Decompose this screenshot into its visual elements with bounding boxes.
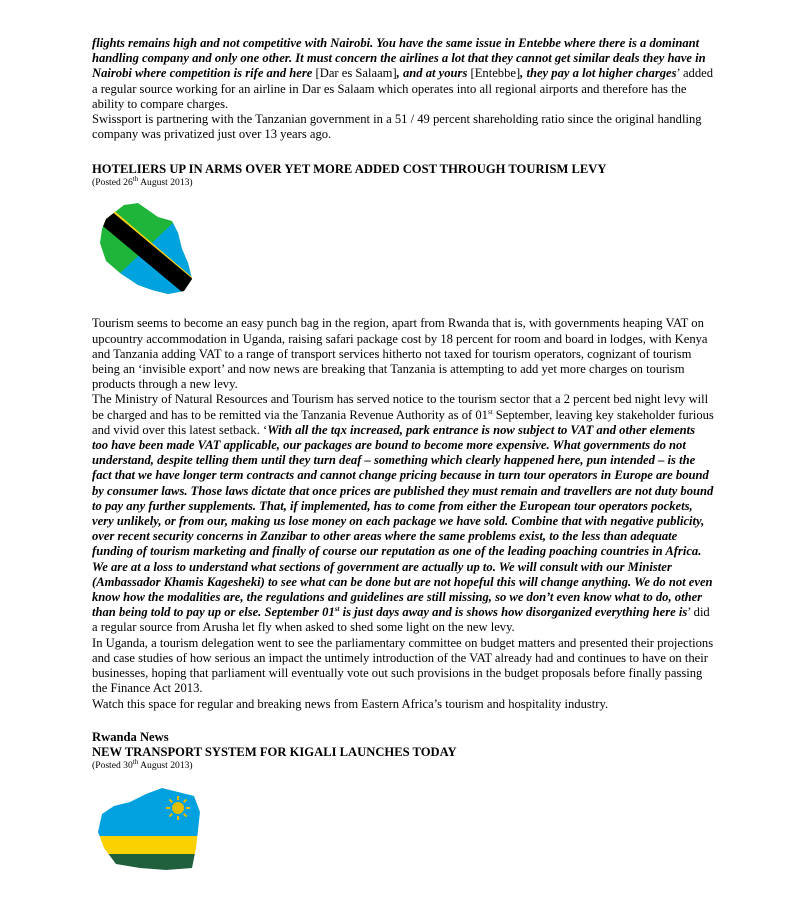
article-headline: HOTELIERS UP IN ARMS OVER YET MORE ADDED COST THROUGH TOURISM LEVY: [92, 162, 607, 177]
paragraph-uganda-delegation: In Uganda, a tourism delegation went to see the parliamentary committee on budget matters and presented their projections and case studies of how serious an impact the untimely introduction of the VAT already had and continues to have on their businesses, hoping that parliament will eventually vote out such provisions in the budget proposals before finally passing the Finance Act 2013.: [92, 635, 714, 696]
paragraph-airline-charges: flights remains high and not competitive with Nairobi. You have the same issue in Entebbe where there is a dominant handling company and only one other. It must concern the airlines a lot that they cannot get similar deals they have in Nairobi where competition is rife and here [Dar es Salaam], and at yours [Entebbe], they pay a lot higher charges’ added a regular source working for an airline in Dar es Salaam which operates into all regional airports and therefore has the ability to compare charges.: [92, 36, 714, 111]
document-page: [92, 36, 714, 872]
paragraph-swissport: Swissport is partnering with the Tanzanian government in a 51 / 49 percent shareholding ratio since the original handling company was privatized just over 13 years ago.: [92, 112, 702, 142]
posted-date: (Posted 26th August 2013): [92, 175, 193, 189]
paragraph-watch-this-space: Watch this space for regular and breaking news from Eastern Africa’s tourism and hospitality industry.: [92, 696, 609, 711]
section-label: Rwanda News: [92, 729, 169, 744]
paragraph-ministry-levy: The Ministry of Natural Resources and Tourism has served notice to the tourism sector that a 2 percent bed night levy will be charged and has to be remitted via the Tanzania Revenue Authority as of 01st September, leaving key stakeholder furious and vivid over this latest setback. ‘With all the tqx increased, park entrance is now subject to VAT and other elements too have been made VAT applicable, our packages are bound to become more expensive. What governments do not understand, despite telling them until they turn deaf – something which clearly happened here, pun intended – is the fact that we have longer term contracts and cannot change pricing because in turn tour operators in Europe are bound by consumer laws. Those laws dictate that once prices are published they must remain and travellers are not duty bound to pay any further supplements. That, if implemented, has to come from either the European tour operators pockets, very unlikely, or from our, making us lose money on each package we have sold. Combine that with negative publicity, over recent security concerns in Zanzibar to other areas where the same problems exist, to the less than adequate funding of tourism marketing and finally of course our reputation as one of the leading poaching countries in Africa. We are at a loss to understand what sections of government are actually up to. We will consult with our Minister (Ambassador Khamis Kagesheki) to see what can be done but are not hopeful this will change anything. We do not even know how the modalities are, the regulations and guidelines are still missing, so we don’t even know what to do, other than being told to pay up or else. September 01st is just days away and is shows how disorganized everything here is’ did a regular source from Arusha let fly when asked to shed some light on the new levy.: [92, 392, 714, 635]
sun-icon: [166, 796, 190, 820]
article-headline-kigali: NEW TRANSPORT SYSTEM FOR KIGALI LAUNCHES TODAY: [92, 744, 457, 759]
posted-date-kigali: (Posted 30th August 2013): [92, 757, 193, 771]
rwanda-flag-map-icon: [96, 784, 204, 872]
paragraph-tourism-punch-bag: Tourism seems to become an easy punch bag in the region, apart from Rwanda that is, with governments heaping VAT on upcountry accommodation in Uganda, raising safari package cost by 18 percent for room and board in lodges, with Kenya and Tanzania adding VAT to a range of transport services hitherto not taxed for tourism operators, cognizant of tourism being an ‘invisible export’ and now news are breaking that Tanzania is attempting to add yet more charges on tourism products through a new levy.: [92, 316, 708, 392]
tanzania-flag-map-icon: [96, 201, 196, 296]
